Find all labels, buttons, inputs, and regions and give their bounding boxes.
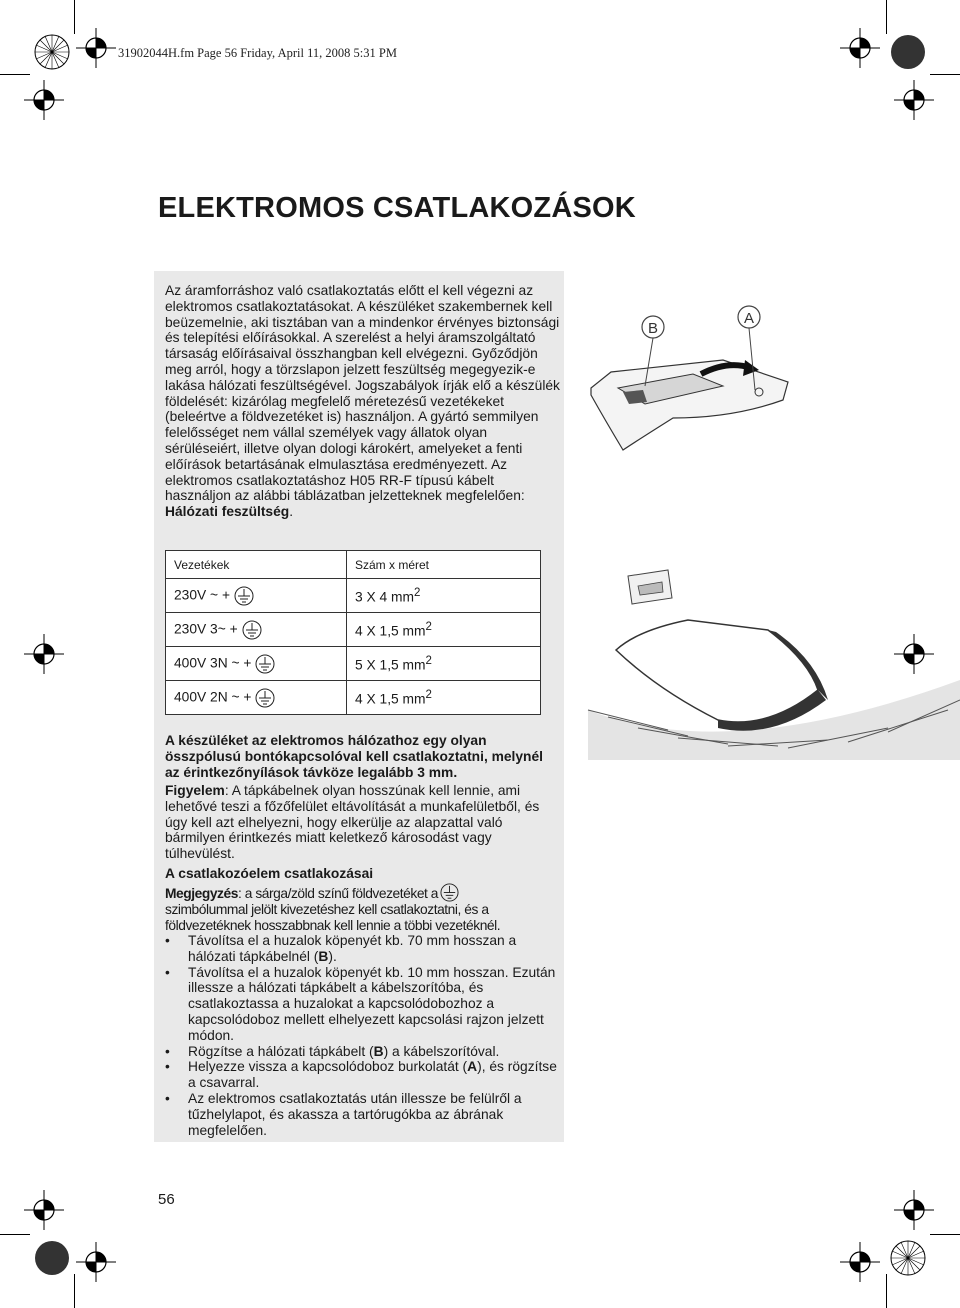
ground-symbol-icon: [242, 620, 262, 640]
crop-mark: [0, 1234, 30, 1235]
figure-label-a: A: [743, 310, 755, 327]
ground-symbol-icon: [440, 883, 459, 902]
size-value: 4 X 1,5 mm: [355, 623, 426, 639]
table-row: [166, 681, 541, 715]
ground-symbol-icon: [234, 586, 254, 606]
wires-value: 400V 3N ~ +: [174, 655, 252, 671]
list-item-bold: B: [373, 1043, 384, 1059]
size-superscript: 2: [425, 654, 432, 667]
list-item-text-end: ) a kábelszorítóval.: [383, 1043, 500, 1059]
list-item-text-end: ).: [328, 948, 337, 964]
crosshair-mark-icon: [892, 1188, 936, 1232]
size-value: 5 X 1,5 mm: [355, 657, 426, 673]
terminal-box-illustration: [583, 300, 803, 460]
crosshair-mark-icon: [838, 26, 882, 70]
list-item-bold: A: [467, 1059, 478, 1075]
table-row: [166, 579, 541, 613]
crop-mark: [930, 74, 960, 75]
list-item-text-end: ), és rögzítse a csavarral.: [188, 1059, 557, 1091]
crosshair-mark-icon: [892, 78, 936, 122]
bullet-glyph: •: [165, 964, 170, 980]
note-paragraph: [165, 886, 560, 933]
crop-mark: [0, 74, 30, 75]
list-item: [165, 1059, 565, 1091]
caution-text: : A tápkábelnek olyan hosszúnak kell lennie, ami lehetővé teszi a főzőfelület eltávolítását a munkafelületből, és úgy kell azt elhelyezni, hogy elkerülje az alapzattal való bármilyen érintkezés miatt keletkező károsodást vagy túlhevülést.: [165, 783, 540, 862]
size-superscript: 2: [414, 586, 421, 599]
wires-value: 230V ~ +: [174, 587, 231, 603]
page-title: ELEKTROMOS CSATLAKOZÁSOK: [158, 192, 636, 224]
table-cell-wires: [166, 681, 347, 715]
table-cell-wires: [166, 647, 347, 681]
table-cell-size: [347, 579, 541, 613]
list-item: [165, 1091, 565, 1138]
registration-mark-icon: [30, 30, 74, 74]
crop-mark: [930, 1234, 960, 1235]
bullet-glyph: •: [165, 933, 170, 948]
wires-value: 400V 2N ~ +: [174, 689, 252, 705]
figure-label-b: B: [647, 320, 659, 337]
crosshair-mark-icon: [838, 1240, 882, 1284]
intro-paragraph: [165, 283, 560, 520]
note-text-part-1: : a sárga/zöld színű földvezetéket a: [237, 886, 439, 901]
table-row: [166, 613, 541, 647]
crosshair-mark-icon: [74, 1240, 118, 1284]
instruction-list: [165, 933, 565, 1138]
list-item: [165, 1044, 565, 1060]
crosshair-mark-icon: [74, 26, 118, 70]
hob-insertion-illustration: [568, 560, 960, 770]
section-subheading: A csatlakozóelem csatlakozásai: [165, 866, 374, 881]
table-row: [166, 647, 541, 681]
table-header-wires: Vezetékek: [166, 551, 347, 579]
size-value: 4 X 1,5 mm: [355, 691, 426, 707]
intro-period: .: [289, 504, 294, 520]
table-cell-wires: [166, 613, 347, 647]
warning-paragraph: A készüléket az elektromos hálózathoz egy olyan összpólusú bontókapcsolóval kell csatlakoztatni, melynél az érintkezőnyílások távköze legalább 3 mm.: [165, 733, 543, 780]
table-header-row: [166, 551, 541, 579]
cable-spec-table: [165, 550, 541, 715]
table-cell-size: [347, 681, 541, 715]
note-label: Megjegyzés: [165, 886, 238, 901]
caution-label: Figyelem: [165, 783, 225, 798]
intro-text: Az áramforráshoz való csatlakoztatás előtt el kell végezni az elektromos csatlakoztatásokat. A készüléket szakembernek kell beüzemelnie, aki tisztában van a mindenkor érvényes biztonsági és telepítési előírásokkal. A szerelést a helyi áramszolgáltató társaság előírásaival összhangban kell elvégezni. Győződjön meg arról, hogy a törzslapon jelzett feszültség megegyezik-e lakása hálózati feszültségével. Jogszabályok írják elő a készülék földelését: kizárólag megfelelő méretezésű vezetékeket (beleértve a földvezetéket is) használjon. A gyártó semmilyen felelősséget nem vállal személyek vagy állatok olyan sérüléseiért, illetve olyan dologi károkért, amelyeket a fenti előírások betartásának elmulasztása eredményezett. Az elektromos csatlakoztatáshoz H05 RR-F típusú kábelt használjon az alábbi táblázatban jelzetteknek megfelelően:: [165, 283, 560, 504]
list-item: [165, 933, 565, 965]
print-header: 31902044H.fm Page 56 Friday, April 11, 2008 5:31 PM: [118, 46, 397, 60]
list-item-text: Helyezze vissza a kapcsolódoboz burkolatát (: [188, 1059, 468, 1075]
solid-disc-icon: [30, 1236, 74, 1280]
caution-paragraph: [165, 783, 560, 862]
registration-mark-icon: [886, 1236, 930, 1280]
size-value: 3 X 4 mm: [355, 589, 415, 605]
list-item-text: Távolítsa el a huzalok köpenyét kb. 10 mm hosszan. Ezután illessze a hálózati tápkábelt a kábelszorítóba, és csatlakoztassa a huzalokat a kapcsolódobozhoz a kapcsolódoboz mellett elhelyezett kapcsolási rajzon jelzett módon.: [188, 964, 556, 1043]
intro-bold-end: Hálózati feszültség: [165, 504, 290, 520]
table-cell-size: [347, 613, 541, 647]
bullet-glyph: •: [165, 1090, 170, 1106]
wires-value: 230V 3~ +: [174, 621, 238, 637]
note-text-part-2: szimbólummal jelölt kivezetéshez kell csatlakoztatni, és a földvezetéknek hosszabbnak kell lennie a többi vezetéknél.: [165, 901, 501, 933]
bullet-glyph: •: [165, 1059, 170, 1075]
list-item-bold: B: [318, 948, 329, 964]
table-header-size: Szám x méret: [347, 551, 541, 579]
list-item-text: Az elektromos csatlakoztatás után illessze be felülről a tűzhelylapot, és akassza a tartórugókba az ábrának megfelelően.: [188, 1090, 522, 1138]
crosshair-mark-icon: [22, 632, 66, 676]
crop-mark: [886, 0, 887, 34]
solid-disc-icon: [886, 30, 930, 74]
crosshair-mark-icon: [22, 1188, 66, 1232]
list-item-text: Távolítsa el a huzalok köpenyét kb. 70 mm hosszan a hálózati tápkábelnél (: [188, 933, 517, 964]
table-cell-size: [347, 647, 541, 681]
size-superscript: 2: [425, 620, 432, 633]
crosshair-mark-icon: [22, 78, 66, 122]
ground-symbol-icon: [255, 654, 275, 674]
list-item: [165, 965, 565, 1044]
ground-symbol-icon: [255, 688, 275, 708]
bullet-glyph: •: [165, 1043, 170, 1059]
size-superscript: 2: [425, 688, 432, 701]
page-number: 56: [158, 1191, 175, 1208]
list-item-text: Rögzítse a hálózati tápkábelt (: [188, 1043, 374, 1059]
table-cell-wires: [166, 579, 347, 613]
